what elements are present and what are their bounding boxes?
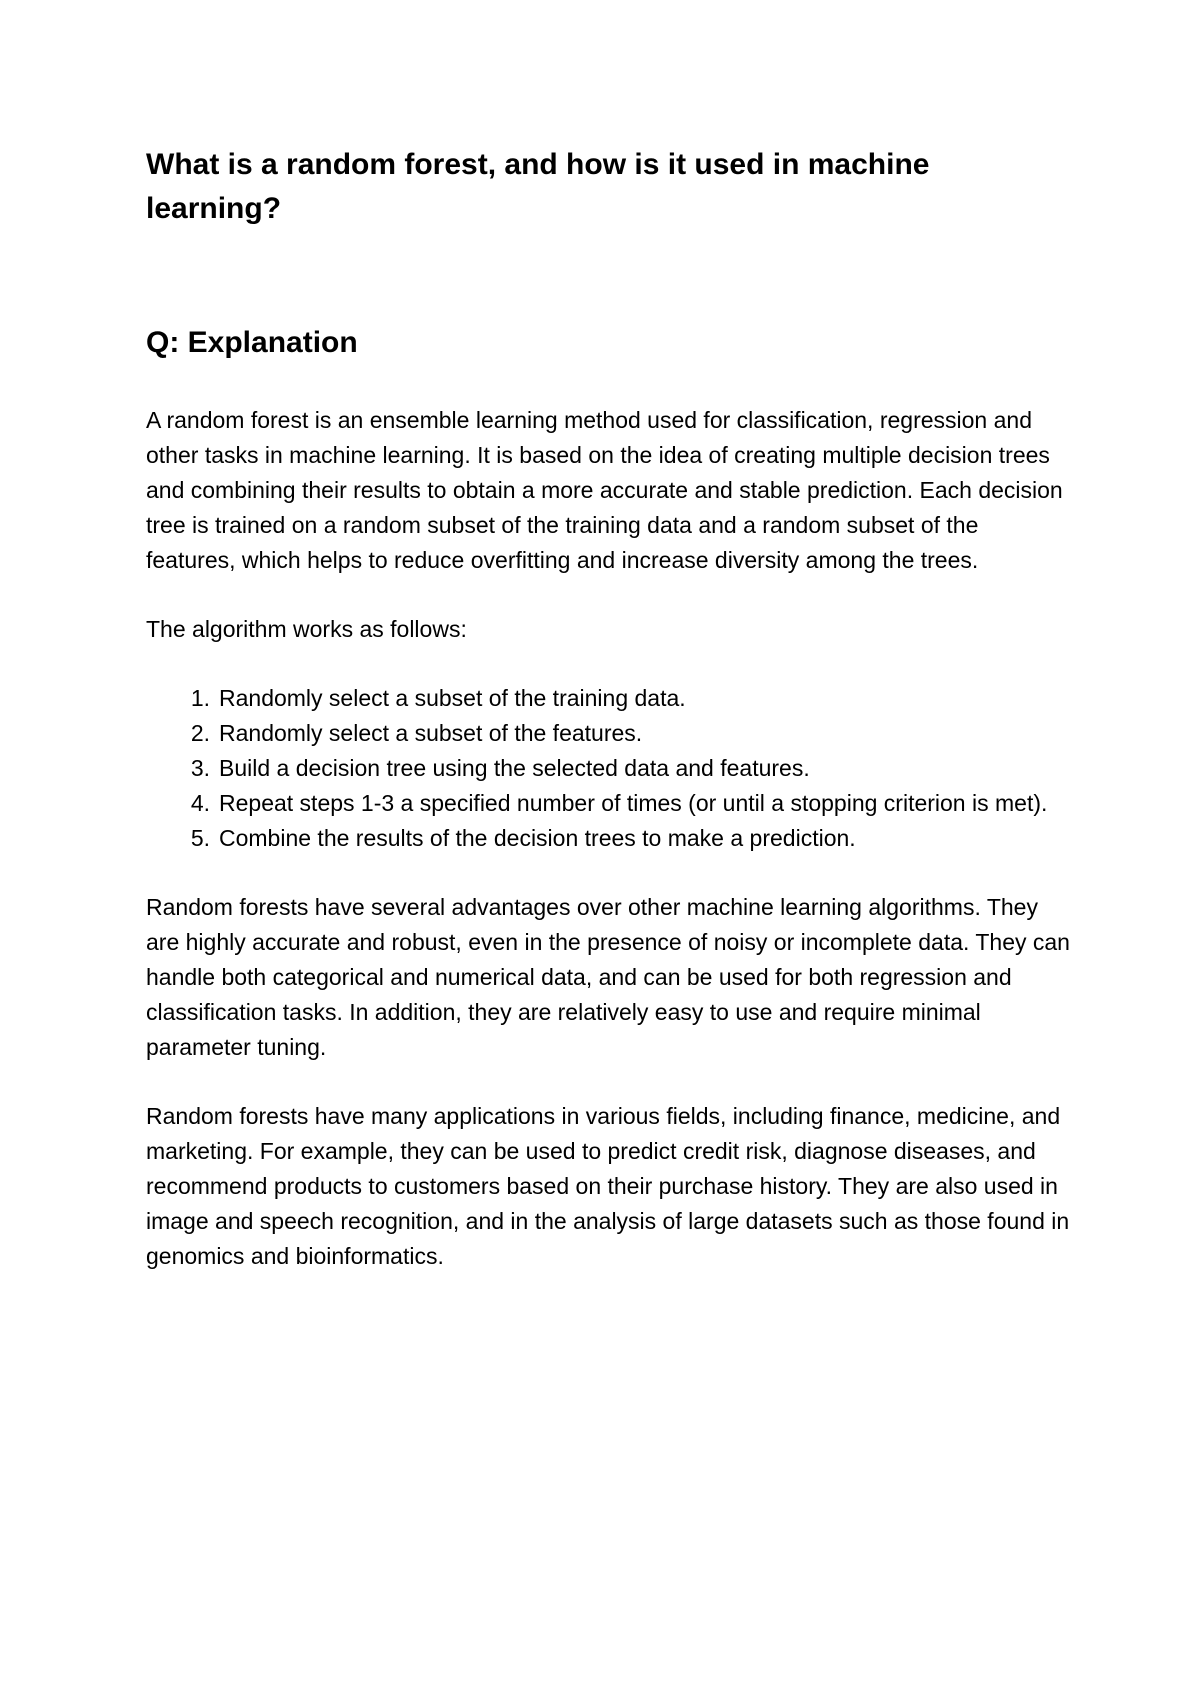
advantages-paragraph: Random forests have several advantages over other machine learning algorithms. They are highly accurate and robust, even in the presence of noisy or incomplete data. They can handle both categorical and numerical data, and can be used for both regression and classification tasks. In addition, they are relatively easy to use and require minimal parameter tuning. xyxy=(146,894,1070,1060)
list-item-number: 1. xyxy=(190,685,210,711)
document-title: What is a random forest, and how is it used in machine learning? xyxy=(146,148,930,225)
list-item-text: Combine the results of the decision trees to make a prediction. xyxy=(219,825,856,851)
list-item-number: 4. xyxy=(190,790,210,816)
list-item xyxy=(190,786,1070,821)
list-item-text: Randomly select a subset of the features. xyxy=(219,720,643,746)
list-item xyxy=(190,716,1070,751)
list-item-number: 2. xyxy=(190,720,210,746)
intro-paragraph: A random forest is an ensemble learning method used for classification, regression and other tasks in machine learning. It is based on the idea of creating multiple decision trees and combining their results to obtain a more accurate and stable prediction. Each decision tree is trained on a random subset of the training data and a random subset of the features, which helps to reduce overfitting and increase diversity among the trees. xyxy=(146,407,1063,573)
list-item-number: 5. xyxy=(190,825,210,851)
list-item-text: Randomly select a subset of the training data. xyxy=(219,685,686,711)
list-item-text: Repeat steps 1-3 a specified number of times (or until a stopping criterion is met). xyxy=(219,790,1048,816)
algorithm-steps-list xyxy=(146,681,1070,856)
section-heading: Q: Explanation xyxy=(146,326,358,359)
list-item xyxy=(190,681,1070,716)
list-item xyxy=(190,821,1070,856)
list-item-text: Build a decision tree using the selected data and features. xyxy=(219,755,810,781)
list-item xyxy=(190,751,1070,786)
applications-paragraph: Random forests have many applications in various fields, including finance, medicine, and marketing. For example, they can be used to predict credit risk, diagnose diseases, and recommend products to customers based on their purchase history. They are also used in image and speech recognition, and in the analysis of large datasets such as those found in genomics and bioinformatics. xyxy=(146,1103,1070,1269)
algorithm-intro: The algorithm works as follows: xyxy=(146,616,467,642)
list-item-number: 3. xyxy=(190,755,210,781)
